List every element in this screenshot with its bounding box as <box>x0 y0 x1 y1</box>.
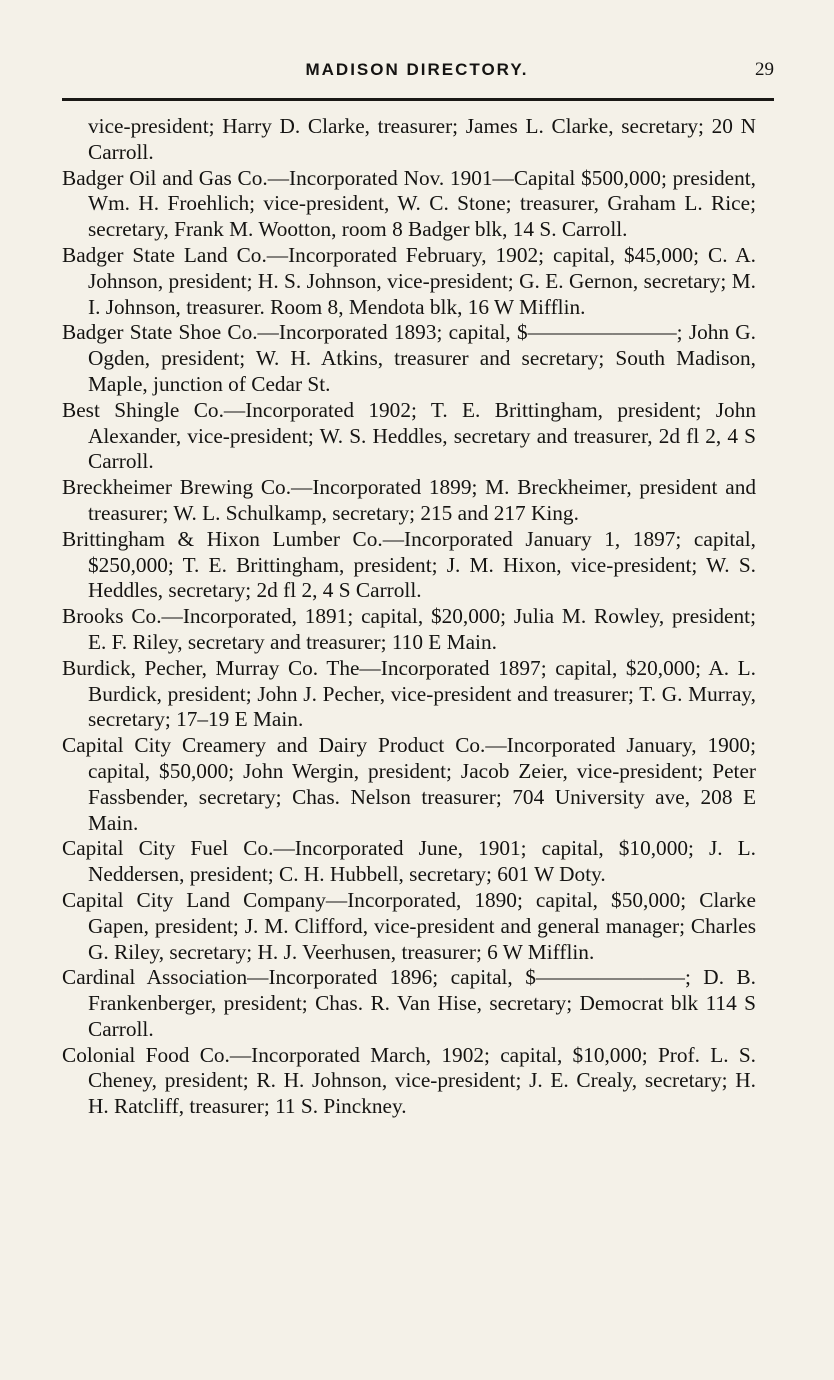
directory-entry: Brooks Co.—Incorporated, 1891; capital, $20,000; Julia M. Rowley, president; E. F. Riley, secretary and treasurer; 110 E Main. <box>62 604 756 654</box>
directory-entry-continued: vice-president; Harry D. Clarke, treasurer; James L. Clarke, secretary; 20 N Carroll. <box>88 114 756 164</box>
page-number: 29 <box>755 59 774 80</box>
directory-entry: Brittingham & Hixon Lumber Co.—Incorporated January 1, 1897; capital, $250,000; T. E. Brittingham, president; J. M. Hixon, vice-president; W. S. Heddles, secretary; 2d fl 2, 4 S Carroll. <box>62 526 756 603</box>
header-rule <box>62 98 774 101</box>
directory-entry: Breckheimer Brewing Co.—Incorporated 1899; M. Breckheimer, president and treasurer; W. L. Schulkamp, secretary; 215 and 217 King. <box>62 475 756 525</box>
directory-entry: Best Shingle Co.—Incorporated 1902; T. E. Brittingham, president; John Alexander, vice-president; W. S. Heddles, secretary and treasurer, 2d fl 2, 4 S Carroll. <box>62 397 756 474</box>
directory-entry: Capital City Land Company—Incorporated, 1890; capital, $50,000; Clarke Gapen, president; J. M. Clifford, vice-president and general manager; Charles G. Riley, secretary; H. J. Veerhusen, treasurer; 6 W Mifflin. <box>62 887 756 964</box>
directory-entry: Badger Oil and Gas Co.—Incorporated Nov. 1901—Capital $500,000; president, Wm. H. Froehlich; vice-president, W. C. Stone; treasurer, Graham L. Rice; secretary, Frank M. Wootton, room 8 Badger blk, 14 S. Carroll. <box>62 165 756 242</box>
directory-entry: Badger State Land Co.—Incorporated February, 1902; capital, $45,000; C. A. Johnson, president; H. S. Johnson, vice-president; G. E. Gernon, secretary; M. I. Johnson, treasurer. Room 8, Mendota blk, 16 W Mifflin. <box>62 242 756 319</box>
directory-entry: Capital City Fuel Co.—Incorporated June, 1901; capital, $10,000; J. L. Neddersen, president; C. H. Hubbell, secretary; 601 W Doty. <box>62 836 756 887</box>
directory-entry: Burdick, Pecher, Murray Co. The—Incorporated 1897; capital, $20,000; A. L. Burdick, president; John J. Pecher, vice-president and treasurer; T. G. Murray, secretary; 17–19 E Main. <box>62 655 756 732</box>
directory-entries <box>62 114 756 1120</box>
running-head: MADISON DIRECTORY. <box>305 60 529 79</box>
directory-entry: Capital City Creamery and Dairy Product Co.—Incorporated January, 1900; capital, $50,000; John Wergin, president; Jacob Zeier, vice-president; Peter Fassbender, secretary; Chas. Nelson treasurer; 704 University ave, 208 E Main. <box>62 733 756 835</box>
directory-entry: Colonial Food Co.—Incorporated March, 1902; capital, $10,000; Prof. L. S. Cheney, president; R. H. Johnson, vice-president; J. E. Crealy, secretary; H. H. Ratcliff, treasurer; 11 S. Pinckney. <box>62 1042 756 1119</box>
directory-entry: Cardinal Association—Incorporated 1896; capital, $———————; D. B. Frankenberger, president; Chas. R. Van Hise, secretary; Democrat blk 114 S Carroll. <box>62 965 756 1041</box>
page-header <box>60 56 774 88</box>
directory-entry: Badger State Shoe Co.—Incorporated 1893; capital, $———————; John G. Ogden, president; W. H. Atkins, treasurer and secretary; South Madison, Maple, junction of Cedar St. <box>62 320 756 396</box>
